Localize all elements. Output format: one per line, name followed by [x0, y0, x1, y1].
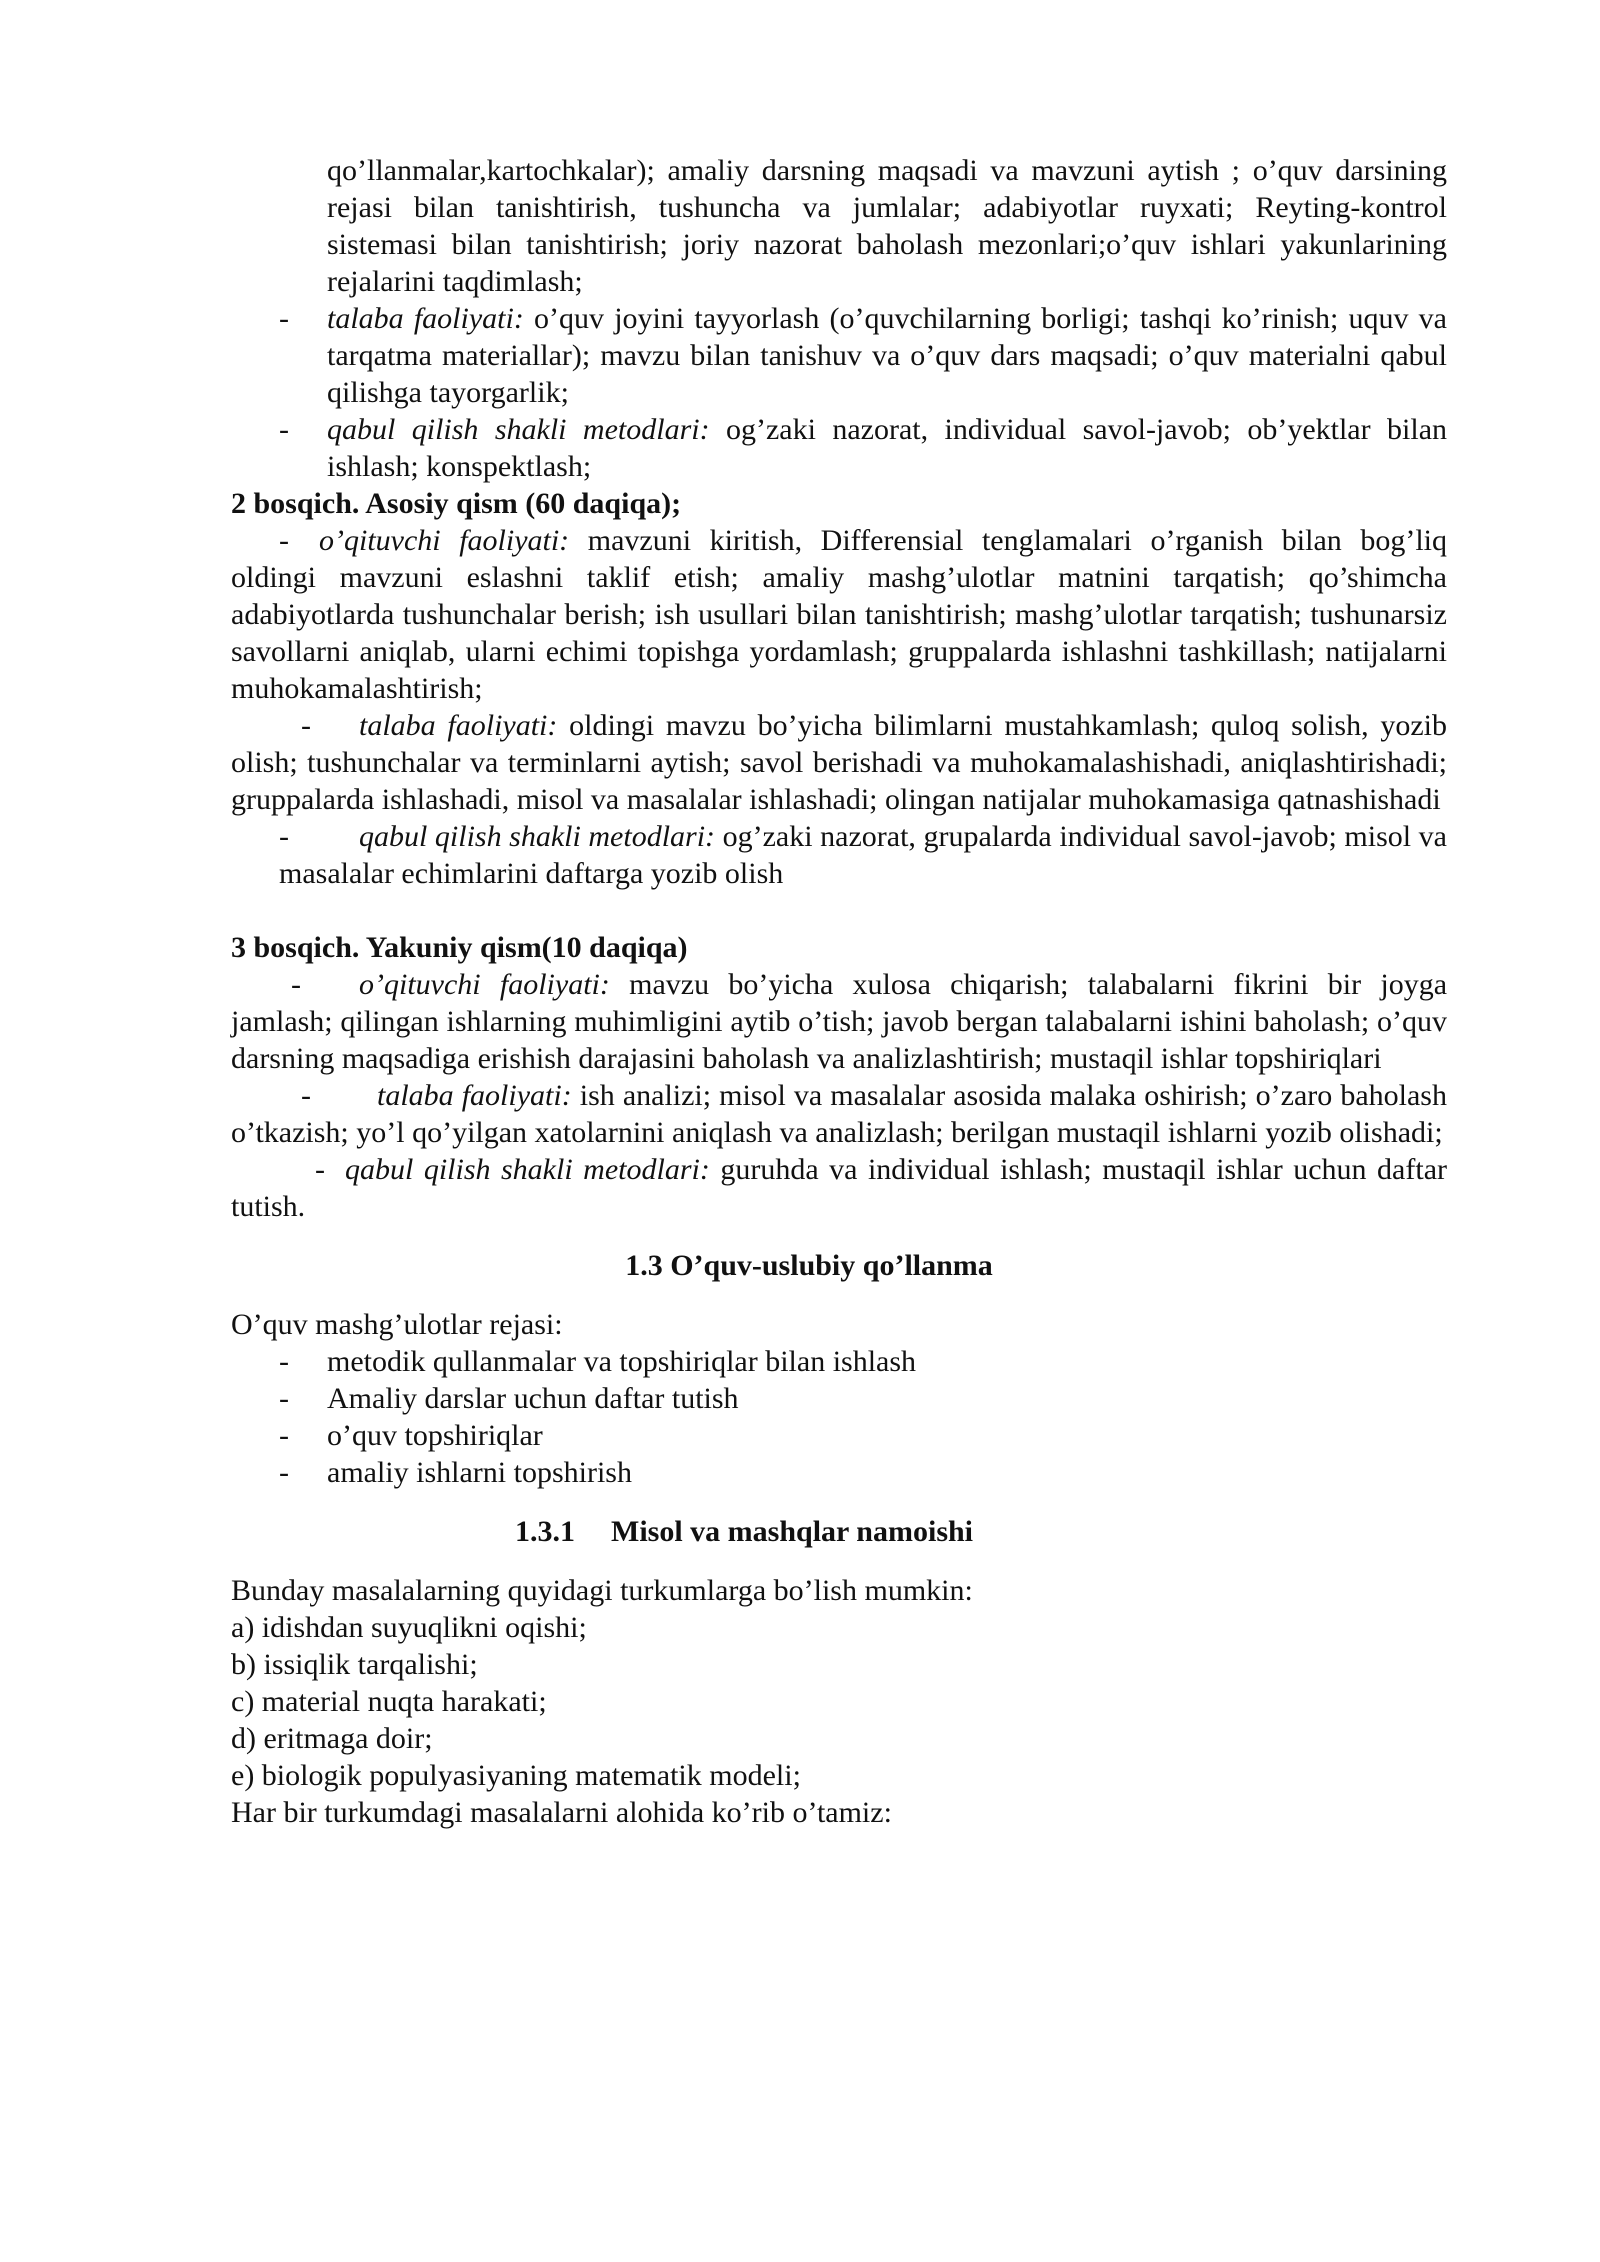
dash-bullet: -	[279, 524, 289, 557]
list-item	[231, 300, 1447, 411]
item-label: o’qituvchi faoliyati:	[319, 524, 570, 557]
category-item: b) issiqlik tarqalishi;	[231, 1648, 478, 1681]
category-item: a) idishdan suyuqlikni oqishi;	[231, 1611, 587, 1644]
stage3-student-activity	[231, 1077, 1447, 1151]
item-label: qabul qilish shakli metodlari:	[345, 1153, 710, 1186]
stage2-heading: 2 bosqich. Asosiy qism (60 daqiqa);	[231, 487, 682, 520]
dash-bullet: -	[279, 302, 289, 335]
list-item	[231, 1343, 1447, 1380]
stage3-heading: 3 bosqich. Yakuniy qism(10 daqiqa)	[231, 931, 688, 964]
dash-bullet: -	[279, 1382, 289, 1415]
stage2-student-activity	[231, 707, 1447, 818]
dash-bullet: -	[291, 968, 301, 1001]
dash-bullet: -	[279, 413, 289, 446]
item-label: o’qituvchi faoliyati:	[359, 968, 610, 1001]
dash-bullet: -	[301, 709, 311, 742]
subsection-title: Misol va mashqlar namoishi	[611, 1515, 974, 1548]
item-text: oldingi mavzu bo’yicha bilimlarni mustahkamlash; quloq solish, yozib olish; tushunchalar va terminlarni aytish; savol berishadi va muhokamalashishadi, aniqlashtirishadi; gruppalarda ishlashadi, misol va masalalar ishlashadi; olingan natijalar muhokamasiga qatnashishadi	[231, 709, 1447, 816]
item-text: o’quv topshiriqlar	[327, 1419, 543, 1452]
item-label: talaba faoliyati:	[377, 1079, 572, 1112]
item-text: mavzu bo’yicha xulosa chiqarish; talabalarni fikrini bir joyga jamlash; qilingan ishlarning muhimligini aytib o’tish; javob bergan talabalarni ishini baholash; o’quv darsning maqsadiga erishish darajasini baholash va analizlashtirish; mustaqil ishlar topshiriqlari	[231, 968, 1448, 1075]
dash-bullet: -	[279, 1456, 289, 1489]
dash-bullet: -	[279, 1419, 289, 1452]
item-text: metodik qullanmalar va topshiriqlar bilan ishlash	[327, 1345, 917, 1378]
item-text: mavzuni kiritish, Differensial tenglamalari o’rganish bilan bog’liq oldingi mavzuni eslashni taklif etish; amaliy mashg’ulotlar matnini tarqatish; qo’shimcha adabiyotlarda tushunchalar berish; ish usullari bilan tanishtirish; mashg’ulotlar tarqatish; tushunarsiz savollarni aniqlab, ularni echimi topishga yordamlash; gruppalarda ishlashni tashkillash; natijalarni muhokamalashtirish;	[231, 524, 1447, 705]
item-text: guruhda va individual ishlash; mustaqil ishlar uchun daftar tutish.	[231, 1153, 1447, 1223]
item-text: amaliy ishlarni topshirish	[327, 1456, 632, 1489]
item-label: qabul qilish shakli metodlari:	[327, 413, 710, 446]
list-item	[231, 1417, 1447, 1454]
list-item	[231, 1380, 1447, 1417]
categories-intro: Bunday masalalarning quyidagi turkumlarga bo’lish mumkin:	[231, 1574, 973, 1607]
category-item: c) material nuqta harakati;	[231, 1685, 547, 1718]
item-text: Amaliy darslar uchun daftar tutish	[327, 1382, 739, 1415]
plan-intro: O’quv mashg’ulotlar rejasi:	[231, 1308, 563, 1341]
intro-continuation: qo’llanmalar,kartochkalar); amaliy darsning maqsadi va mavzuni aytish ; o’quv darsining rejasi bilan tanishtirish, tushuncha va jumlalar; adabiyotlar ruyxati; Reyting-kontrol sistemasi bilan tanishtirish; joriy nazorat baholash mezonlari;o’quv ishlari yakunlarining rejalarini taqdimlash;	[327, 154, 1447, 298]
item-text: ish analizi; misol va masalalar asosida malaka oshirish; o’zaro baholash o’tkazish; yo’l qo’yilgan xatolarnini aniqlash va analizlash; berilgan mustaqil ishlarni yozib olishadi;	[231, 1079, 1447, 1149]
subsection-number: 1.3.1	[515, 1515, 575, 1548]
dash-bullet: -	[279, 820, 289, 853]
categories-outro: Har bir turkumdagi masalalarni alohida ko’rib o’tamiz:	[231, 1796, 892, 1829]
stage2-teacher-activity	[231, 522, 1447, 707]
list-item	[231, 411, 1447, 485]
stage2-methods	[231, 818, 1447, 892]
item-text: og’zaki nazorat, grupalarda individual savol-javob; misol va masalalar echimlarini daftarga yozib olish	[279, 820, 1447, 890]
item-text: og’zaki nazorat, individual savol-javob; ob’yektlar bilan ishlash; konspektlash;	[327, 413, 1448, 483]
subsection-heading	[231, 1513, 1447, 1550]
item-text: o’quv joyini tayyorlash (o’quvchilarning borligi; tashqi ko’rinish; uquv va tarqatma materiallar); mavzu bilan tanishuv va o’quv dars maqsadi; o’quv materialni qabul qilishga tayorgarlik;	[327, 302, 1447, 409]
item-label: talaba faoliyati:	[359, 709, 558, 742]
dash-bullet: -	[279, 1345, 289, 1378]
category-item: d) eritmaga doir;	[231, 1722, 433, 1755]
section-heading: 1.3 O’quv-uslubiy qo’llanma	[625, 1249, 993, 1282]
dash-bullet: -	[301, 1079, 311, 1112]
dash-bullet: -	[315, 1153, 325, 1186]
document-page	[231, 152, 1447, 1831]
item-label: talaba faoliyati:	[327, 302, 524, 335]
list-item	[231, 1454, 1447, 1491]
stage3-teacher-activity	[231, 966, 1447, 1077]
stage3-methods	[231, 1151, 1447, 1225]
category-item: e) biologik populyasiyaning matematik modeli;	[231, 1759, 801, 1792]
item-label: qabul qilish shakli metodlari:	[359, 820, 716, 853]
